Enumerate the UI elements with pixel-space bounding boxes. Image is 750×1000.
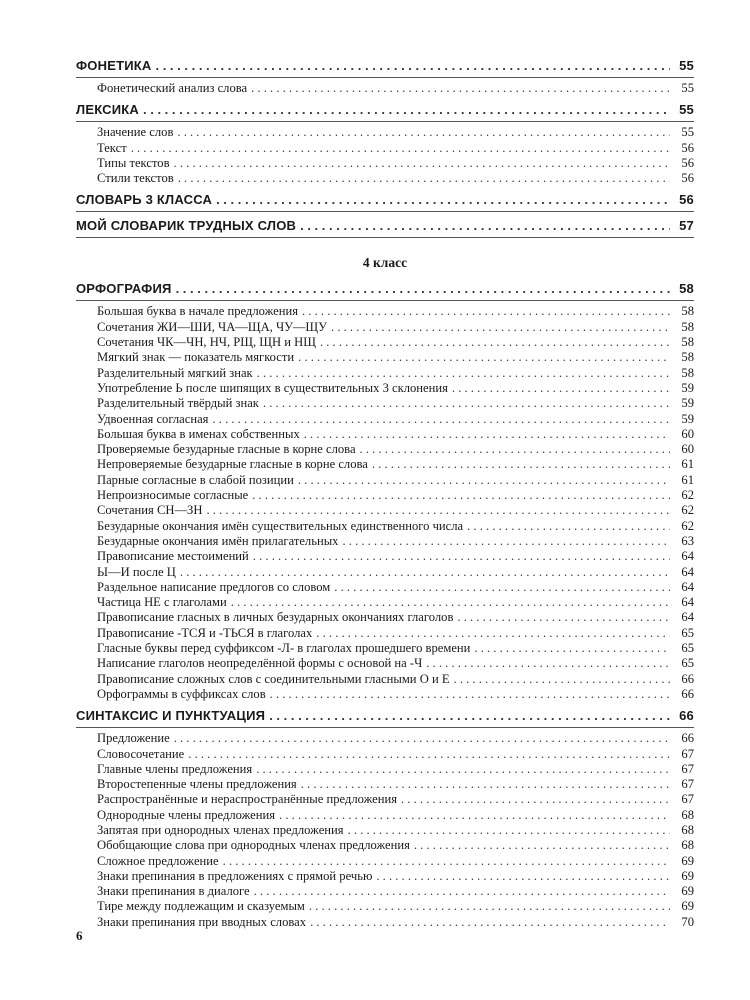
toc-entry <box>76 731 694 746</box>
toc-entry-title: Безударные окончания имён существительных единственного числа <box>97 518 464 533</box>
toc-page-number: 64 <box>681 595 694 610</box>
toc-section-heading <box>76 278 694 301</box>
toc-entry-title: Разделительный мягкий знак <box>97 365 253 380</box>
toc-entry <box>76 854 694 869</box>
toc-page-number: 58 <box>681 304 694 319</box>
toc-section-title: СИНТАКСИС И ПУНКТУАЦИЯ <box>76 708 266 724</box>
toc-entry <box>76 823 694 838</box>
toc-entry <box>76 672 694 687</box>
dot-leader <box>401 792 670 807</box>
toc-page-number: 60 <box>681 426 694 441</box>
toc-page-number: 62 <box>681 518 694 533</box>
dot-leader <box>467 519 670 534</box>
dot-leader <box>155 55 670 77</box>
dot-leader <box>174 731 670 746</box>
toc-entry <box>76 747 694 762</box>
toc-entry <box>76 762 694 777</box>
toc-entry-title: Сочетания СН—ЗН <box>97 503 203 518</box>
toc-section-heading <box>76 189 694 212</box>
toc-entry-title: Знаки препинания в предложениях с прямой речью <box>97 868 373 883</box>
toc-page-number: 58 <box>681 319 694 334</box>
toc-page-number: 62 <box>681 503 694 518</box>
toc-section-heading <box>76 99 694 122</box>
toc-page-number: 56 <box>681 171 694 186</box>
toc-page-number: 56 <box>681 155 694 170</box>
toc-entry-title: Разделительный твёрдый знак <box>97 396 259 411</box>
toc-page-number: 58 <box>681 350 694 365</box>
toc-entry-title: Фонетический анализ слова <box>97 81 248 95</box>
dot-leader <box>231 595 670 610</box>
toc-page-number: 69 <box>681 868 694 883</box>
toc-section-title: ОРФОГРАФИЯ <box>76 281 172 297</box>
toc-entry <box>76 320 694 335</box>
dot-leader <box>454 672 670 687</box>
toc-entry <box>76 641 694 656</box>
toc-page-number: 69 <box>681 899 694 914</box>
toc-page-number: 68 <box>681 838 694 853</box>
dot-leader <box>253 549 670 564</box>
dot-leader <box>300 215 670 237</box>
dot-leader <box>348 823 670 838</box>
toc-entry <box>76 626 694 641</box>
toc-entry-title: Словосочетание <box>97 746 185 761</box>
toc-entry-title: Удвоенная согласная <box>97 411 209 426</box>
toc-page-number: 70 <box>681 914 694 929</box>
dot-leader <box>474 641 670 656</box>
toc-page-number: 66 <box>681 671 694 686</box>
toc-page-number: 60 <box>681 442 694 457</box>
toc-entry <box>76 442 694 457</box>
dot-leader <box>269 705 670 727</box>
dot-leader <box>426 656 670 671</box>
toc-entry <box>76 412 694 427</box>
toc-page-number: 64 <box>681 610 694 625</box>
toc-page-number: 68 <box>681 822 694 837</box>
dot-leader <box>298 473 670 488</box>
toc-entry-title: Употребление Ь после шипящих в существительных 3 склонения <box>97 380 448 395</box>
toc-page-number: 58 <box>681 365 694 380</box>
toc-entry <box>76 792 694 807</box>
dot-leader <box>331 320 670 335</box>
toc-entry-title: Непроверяемые безударные гласные в корне слова <box>97 457 368 472</box>
toc-section-heading <box>76 215 694 238</box>
toc-entry-title: Гласные буквы перед суффиксом -Л- в глаголах прошедшего времени <box>97 641 471 656</box>
dot-leader <box>256 762 670 777</box>
toc-entry <box>76 808 694 823</box>
toc-entry <box>76 656 694 671</box>
toc-entry <box>76 457 694 472</box>
toc-entry-title: Правописание местоимений <box>97 549 249 564</box>
toc-entry-title: Большая буква в именах собственных <box>97 426 300 441</box>
dot-leader <box>302 304 670 319</box>
toc-page-number: 55 <box>681 125 694 140</box>
dot-leader <box>310 915 670 930</box>
toc-entry-title: Сложное предложение <box>97 853 219 868</box>
toc-entry <box>76 125 694 140</box>
toc-entry-title: Проверяемые безударные гласные в корне слова <box>97 442 356 457</box>
toc-entry-title: Главные члены предложения <box>97 761 253 776</box>
dot-leader <box>360 442 670 457</box>
toc-entry <box>76 366 694 381</box>
toc-entry <box>76 777 694 792</box>
toc-section-title: ФОНЕТИКА <box>76 58 152 73</box>
dot-leader <box>309 899 670 914</box>
toc-section-heading <box>76 705 694 728</box>
toc-page-number: 61 <box>681 472 694 487</box>
dot-leader <box>316 626 670 641</box>
toc-page-number: 66 <box>681 686 694 701</box>
dot-leader <box>457 610 670 625</box>
toc-entry <box>76 869 694 884</box>
toc-entry-title: Знаки препинания в диалоге <box>97 884 250 899</box>
toc-entry <box>76 549 694 564</box>
toc-page-number: 67 <box>681 777 694 792</box>
toc-entry-title: Запятая при однородных членах предложения <box>97 822 344 837</box>
dot-leader <box>372 457 670 472</box>
toc-entry-title: Предложение <box>97 731 170 746</box>
toc-entry <box>76 350 694 365</box>
toc-page-number: 67 <box>681 792 694 807</box>
toc-entry <box>76 519 694 534</box>
toc-entry <box>76 141 694 156</box>
dot-leader <box>334 580 670 595</box>
toc-page-number: 61 <box>681 457 694 472</box>
toc-entry <box>76 427 694 442</box>
toc-entry-title: Текст <box>97 140 127 155</box>
toc-page-number: 64 <box>681 564 694 579</box>
toc-section-title: ЛЕКСИКА <box>76 102 140 118</box>
toc-entry-title: Раздельное написание предлогов со словом <box>97 579 331 594</box>
toc-entry <box>76 81 694 96</box>
toc-entry <box>76 595 694 610</box>
toc-entry <box>76 381 694 396</box>
dot-leader <box>223 854 670 869</box>
toc-page-number: 68 <box>681 807 694 822</box>
dot-leader <box>251 81 670 96</box>
toc-entry-title: Парные согласные в слабой позиции <box>97 472 294 487</box>
dot-leader <box>414 838 670 853</box>
table-of-contents <box>76 55 694 930</box>
toc-page-number: 55 <box>679 102 694 118</box>
toc-page-number: 64 <box>681 579 694 594</box>
toc-entry-title: Значение слов <box>97 125 174 140</box>
toc-entry-title: Правописание гласных в личных безударных окончаниях глаголов <box>97 610 454 625</box>
dot-leader <box>212 412 670 427</box>
dot-leader <box>376 869 670 884</box>
toc-entry-title: Правописание сложных слов с соединительными гласными О и Е <box>97 671 450 686</box>
toc-page-number: 55 <box>681 81 694 95</box>
toc-entry-title: Ы—И после Ц <box>97 564 176 579</box>
toc-page-number: 64 <box>681 549 694 564</box>
toc-entry-title: Стили текстов <box>97 171 174 186</box>
dot-leader <box>176 278 670 300</box>
toc-entry <box>76 171 694 186</box>
toc-page-number: 59 <box>681 380 694 395</box>
toc-page-number: 59 <box>681 396 694 411</box>
toc-entry <box>76 899 694 914</box>
dot-leader <box>206 503 670 518</box>
toc-section-title: МОЙ СЛОВАРИК ТРУДНЫХ СЛОВ <box>76 218 297 234</box>
toc-section-title: СЛОВАРЬ 3 КЛАССА <box>76 192 213 208</box>
toc-page-number: 58 <box>679 281 694 297</box>
toc-page-number: 62 <box>681 488 694 503</box>
toc-page-number: 56 <box>679 192 694 208</box>
toc-entry-title: Сочетания ЧК—ЧН, НЧ, РЩ, ЩН и НЩ <box>97 335 316 350</box>
toc-entry <box>76 915 694 930</box>
dot-leader <box>279 808 670 823</box>
dot-leader <box>188 747 670 762</box>
toc-page-number: 67 <box>681 761 694 776</box>
dot-leader <box>131 141 670 156</box>
toc-entry-title: Непроизносимые согласные <box>97 488 249 503</box>
dot-leader <box>252 488 670 503</box>
toc-page-number: 69 <box>681 853 694 868</box>
toc-entry-title: Мягкий знак — показатель мягкости <box>97 350 295 365</box>
toc-page-number: 56 <box>681 140 694 155</box>
toc-entry <box>76 503 694 518</box>
toc-entry <box>76 473 694 488</box>
toc-page-number: 57 <box>679 218 694 234</box>
toc-entry-title: Однородные члены предложения <box>97 807 276 822</box>
toc-top-list <box>76 55 694 238</box>
dot-leader <box>180 565 670 580</box>
toc-entry <box>76 156 694 171</box>
toc-entry <box>76 396 694 411</box>
toc-page-number: 67 <box>681 746 694 761</box>
toc-page-number: 58 <box>681 335 694 350</box>
toc-entry <box>76 488 694 503</box>
toc-entry-title: Обобщающие слова при однородных членах предложения <box>97 838 410 853</box>
dot-leader <box>270 687 670 702</box>
dot-leader <box>174 156 670 171</box>
toc-page-number: 66 <box>679 708 694 724</box>
toc-page-number: 69 <box>681 884 694 899</box>
toc-entry <box>76 335 694 350</box>
toc-entry <box>76 884 694 899</box>
toc-entry-title: Орфограммы в суффиксах слов <box>97 686 266 701</box>
toc-entry <box>76 565 694 580</box>
dot-leader <box>263 396 670 411</box>
toc-entry-title: Сочетания ЖИ—ШИ, ЧА—ЩА, ЧУ—ЩУ <box>97 319 328 334</box>
dot-leader <box>216 189 670 211</box>
toc-entry-title: Типы текстов <box>97 155 170 170</box>
dot-leader <box>178 171 670 186</box>
dot-leader <box>452 381 670 396</box>
toc-entry <box>76 304 694 319</box>
dot-leader <box>301 777 670 792</box>
toc-entry-title: Знаки препинания при вводных словах <box>97 914 307 929</box>
toc-page-number: 65 <box>681 625 694 640</box>
toc-entry-title: Правописание -ТСЯ и -ТЬСЯ в глаголах <box>97 625 313 640</box>
dot-leader <box>298 350 670 365</box>
dot-leader <box>143 99 670 121</box>
toc-page-number: 63 <box>681 533 694 548</box>
toc-entry <box>76 580 694 595</box>
toc-page-number: 55 <box>679 58 694 73</box>
toc-entry <box>76 534 694 549</box>
toc-entry-title: Частица НЕ с глаголами <box>97 595 227 610</box>
page-number: 6 <box>76 928 83 943</box>
toc-entry <box>76 610 694 625</box>
toc-section-heading <box>76 55 694 78</box>
toc-bottom-list <box>76 278 694 930</box>
toc-page-number: 59 <box>681 411 694 426</box>
dot-leader <box>304 427 670 442</box>
toc-page-number: 65 <box>681 656 694 671</box>
toc-entry <box>76 838 694 853</box>
grade-heading: 4 класс <box>362 255 408 271</box>
dot-leader <box>254 884 670 899</box>
toc-entry-title: Распространённые и нераспространённые предложения <box>97 792 397 807</box>
toc-entry-title: Большая буква в начале предложения <box>97 304 298 319</box>
dot-leader <box>320 335 670 350</box>
toc-page-number: 66 <box>681 731 694 746</box>
dot-leader <box>177 125 670 140</box>
toc-entry <box>76 687 694 702</box>
toc-entry-title: Тире между подлежащим и сказуемым <box>97 899 305 914</box>
dot-leader <box>342 534 670 549</box>
toc-entry-title: Написание глаголов неопределённой формы с основой на -Ч <box>97 656 423 671</box>
toc-entry-title: Второстепенные члены предложения <box>97 777 297 792</box>
toc-entry-title: Безударные окончания имён прилагательных <box>97 533 339 548</box>
toc-page-number: 65 <box>681 641 694 656</box>
dot-leader <box>257 366 670 381</box>
